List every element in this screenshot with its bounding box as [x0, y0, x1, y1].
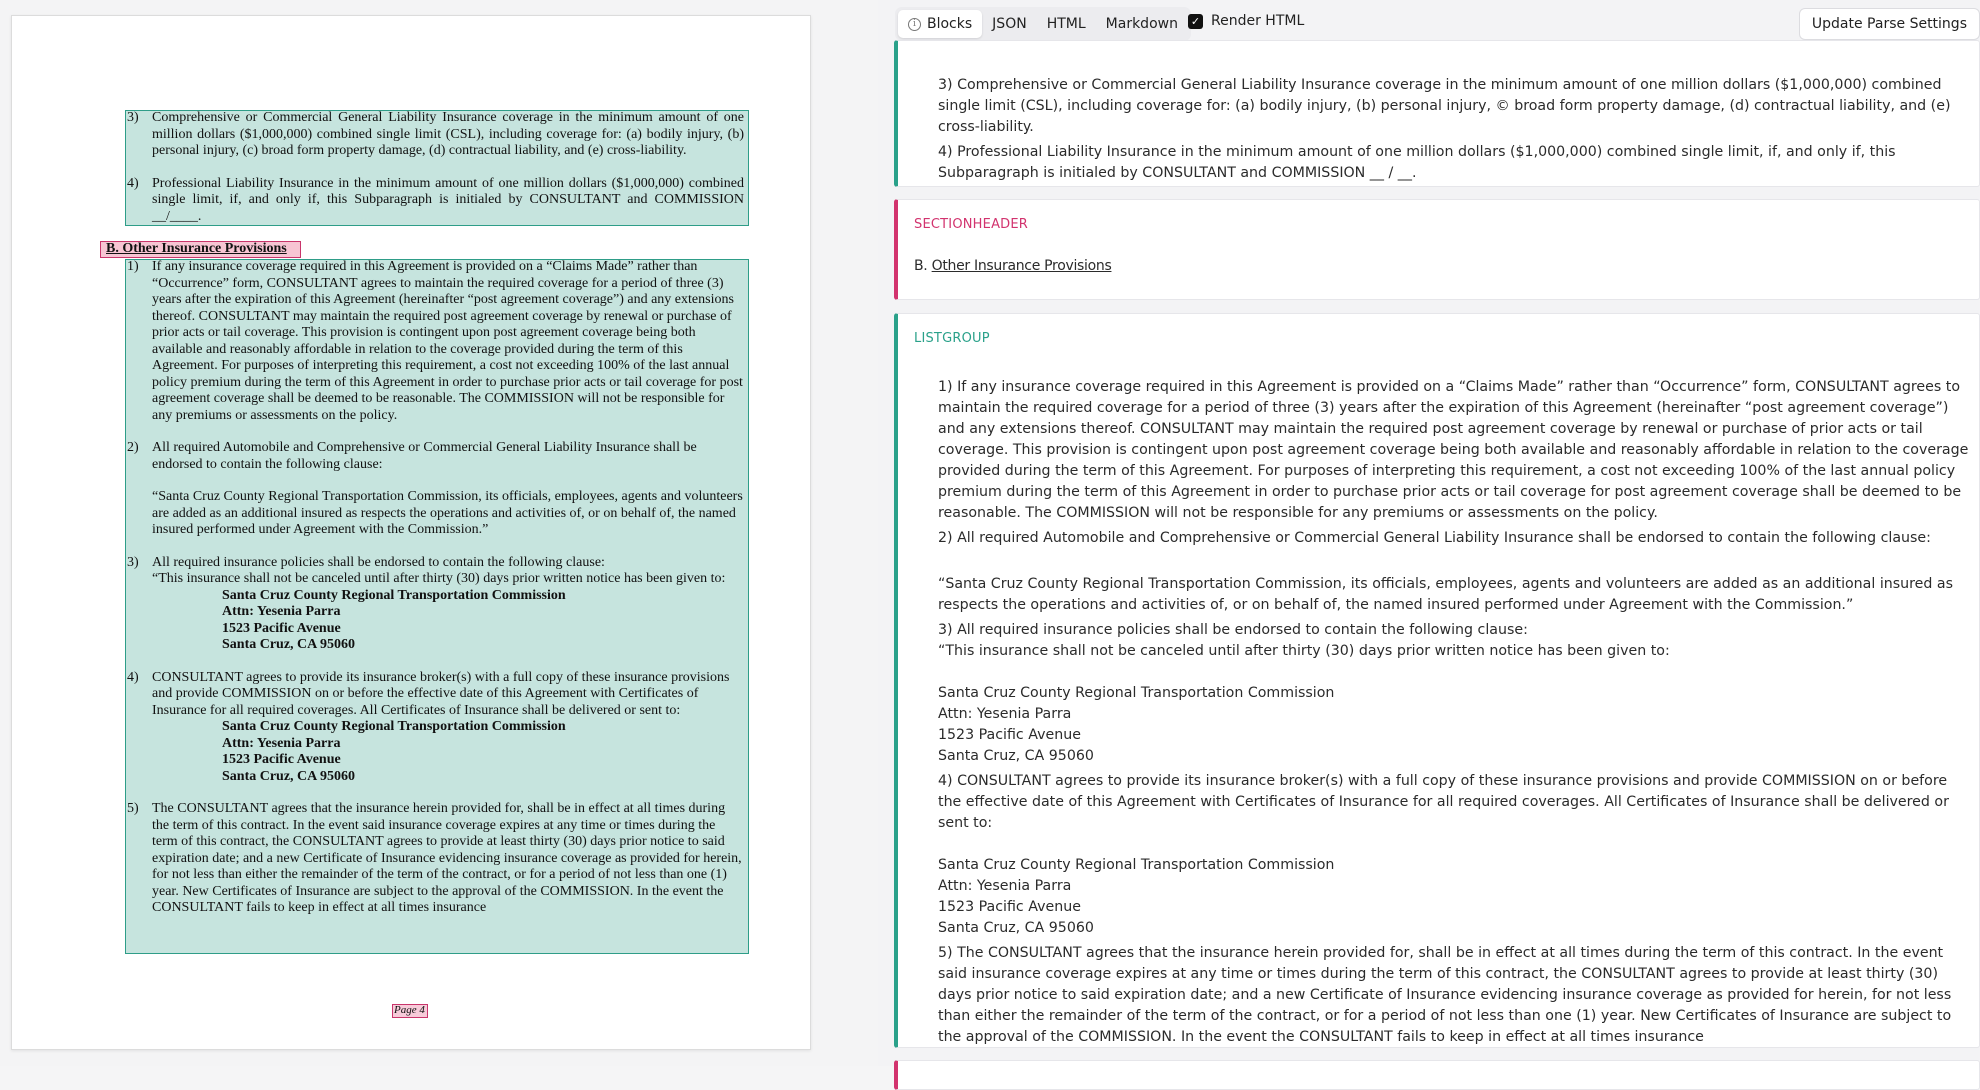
list-number: 4) — [127, 175, 139, 191]
doc-listitem-2: All required Automobile and Comprehensive or Commercial General Liability Insurance shall be endorsed to contain the following clause: — [152, 440, 697, 472]
address-line: Santa Cruz County Regional Transportation Commission — [938, 857, 1335, 873]
checkbox-checked-icon[interactable]: ✓ — [1188, 14, 1203, 29]
tab-markdown[interactable] — [1096, 10, 1188, 38]
address-line: Santa Cruz County Regional Transportation Commission — [222, 587, 566, 603]
doc-section-header: B. Other Insurance Provisions — [106, 241, 287, 256]
doc-address-2 — [152, 719, 744, 785]
page-footer: Page 4 — [394, 1004, 425, 1016]
address-line: 1523 Pacific Avenue — [938, 727, 1081, 743]
render-html-label: Render HTML — [1211, 13, 1305, 29]
block-type-label: SECTIONHEADER — [914, 217, 1029, 232]
render-html-toggle[interactable] — [1188, 13, 1304, 29]
address-line: 1523 Pacific Avenue — [222, 752, 341, 767]
list-number: 3) — [127, 554, 139, 570]
tab-label: HTML — [1046, 16, 1086, 32]
doc-listitem-4: CONSULTANT agrees to provide its insurance broker(s) with a full copy of these insurance provisions and provide COMMISSION on or before the effective date of this Agreement with Certificates of Insurance for all required coverages. All Certificates of Insurance shall be delivered or sent to: — [152, 669, 730, 718]
section-prefix: B. — [914, 258, 928, 274]
info-icon: i — [908, 18, 921, 31]
block-paragraph: “This insurance shall not be canceled until after thirty (30) days prior written notice has been given to: — [938, 643, 1670, 659]
document-preview-pane — [0, 0, 878, 1066]
tab-blocks[interactable] — [898, 10, 982, 38]
address-line: Santa Cruz, CA 95060 — [222, 637, 356, 652]
view-mode-tabs — [895, 7, 1191, 41]
address-line: Santa Cruz, CA 95060 — [938, 748, 1094, 764]
block-card-text[interactable] — [894, 40, 1980, 187]
block-card-sectionheader[interactable] — [894, 199, 1980, 300]
block-paragraph: “Santa Cruz County Regional Transportation Commission, its officials, employees, agents and volunteers are added as an additional insured as respects the operations and activities of, or on behalf of, the named insured performed under Agreement with the Commission.” — [938, 576, 1953, 613]
address-line: Attn: Yesenia Parra — [938, 878, 1072, 894]
doc-listitem-3: All required insurance policies shall be endorsed to contain the following clause: — [152, 554, 605, 570]
block-card-listgroup[interactable] — [894, 313, 1980, 1048]
doc-listitem-5: The CONSULTANT agrees that the insurance herein provided for, shall be in effect at all times during the term of this contract. In the event said insurance coverage expires at any time or times during the term of this contract, the CONSULTANT agrees to provide at least thirty (30) days prior notice to said expiration date; and a new Certificate of Insurance evidencing insurance coverage as provided for herein, for not less than either the remainder of the term of the contract, or for a period of not less than one (1) year. New Certificates of Insurance are subject to the approval of the COMMISSION. In the event the CONSULTANT fails to keep in effect at all times insurance — [152, 801, 742, 915]
list-number: 3) — [127, 110, 139, 125]
block-paragraph: 4) Professional Liability Insurance in the minimum amount of one million dollars ($1,000,000) combined single limit, if, and only if, this Subparagraph is initialed by CONSULTANT and COMMISSION __ / __. — [938, 144, 1896, 181]
address-line: Santa Cruz County Regional Transportation Commission — [222, 719, 566, 734]
update-parse-settings-button[interactable]: Update Parse Settings — [1799, 8, 1980, 40]
block-paragraph: 3) All required insurance policies shall be endorsed to contain the following clause: — [938, 622, 1528, 638]
list-number: 1) — [127, 259, 139, 274]
block-paragraph: 1) If any insurance coverage required in this Agreement is provided on a “Claims Made” rather than “Occurrence” form, CONSULTANT agrees to maintain the required coverage for a period of three (3) years after the expiration of this Agreement (hereinafter “post agreement coverage”) and any extensions thereof. CONSULTANT may maintain the required post agreement coverage by renewal or purchase of prior acts or tail coverage. This provision is contingent upon post agreement coverage being both available and reasonably affordable in relation to the coverage provided during the term of this Agreement. For purposes of interpreting this requirement, a cost not exceeding 100% of the last annual policy premium during the term of this Agreement in order to purchase prior acts or tail coverage for post agreement coverage shall be deemed to be reasonable. The COMMISSION will not be responsible for any premiums or assessments on the policy. — [938, 379, 1969, 521]
parse-output-pane — [878, 0, 1980, 1066]
block-paragraph: 5) The CONSULTANT agrees that the insurance herein provided for, shall be in effect at all times during the term of this contract. In the event said insurance coverage expires at any time or times during the term of this contract, the CONSULTANT agrees to provide at least thirty (30) days prior notice to said expiration date; and a new Certificate of Insurance evidencing insurance coverage as provided for herein, for not less than either the remainder of the term of the contract, or for a period of not less than one (1) year. New Certificates of Insurance are subject to the approval of the COMMISSION. In the event the CONSULTANT fails to keep in effect at all times insurance — [938, 945, 1952, 1045]
doc-item-3: Comprehensive or Commercial General Liability Insurance coverage in the minimum amount of one million dollars ($1,000,000) combined single limit (CSL), including coverage for: (a) bodily injury, (b) personal injury, (c) broad form property damage, (d) contractual liability, and (e) cross-liability. — [152, 110, 744, 158]
list-number: 2) — [127, 440, 139, 455]
block-paragraph: 2) All required Automobile and Comprehensive or Commercial General Liability Insurance shall be endorsed to contain the following clause: — [938, 530, 1931, 546]
tab-label: JSON — [992, 16, 1027, 32]
tab-json[interactable] — [982, 10, 1037, 38]
doc-block-1 — [127, 110, 744, 225]
address-line: Attn: Yesenia Parra — [938, 706, 1072, 722]
block-type-label: LISTGROUP — [914, 331, 990, 346]
document-page — [11, 15, 811, 1050]
tab-label: Markdown — [1105, 16, 1178, 32]
address-line: Attn: Yesenia Parra — [222, 604, 341, 619]
list-number: 4) — [127, 669, 139, 685]
section-title: Other Insurance Provisions — [931, 258, 1112, 274]
address-line: Attn: Yesenia Parra — [222, 735, 341, 751]
tab-label: Blocks — [927, 16, 973, 32]
doc-block-2 — [127, 259, 744, 916]
address-line: 1523 Pacific Avenue — [938, 899, 1081, 915]
address-line: 1523 Pacific Avenue — [222, 620, 341, 636]
block-card-body — [938, 75, 1968, 184]
address-line: Santa Cruz County Regional Transportation Commission — [938, 685, 1335, 701]
tab-html[interactable] — [1037, 10, 1096, 38]
address-line: Santa Cruz, CA 95060 — [938, 920, 1094, 936]
doc-address-1 — [152, 588, 744, 654]
address-line: Santa Cruz, CA 95060 — [222, 768, 356, 784]
doc-listitem-3-quote: “This insurance shall not be canceled until after thirty (30) days prior written notice has been given to: — [152, 571, 726, 586]
list-number: 5) — [127, 801, 139, 816]
section-header-text — [914, 256, 1111, 277]
doc-item-4: Professional Liability Insurance in the minimum amount of one million dollars ($1,000,000) combined single limit, if, and only if, this Subparagraph is initialed by CONSULTANT and COMMISSION __/____. — [152, 175, 744, 224]
block-card-next[interactable] — [894, 1060, 1980, 1090]
block-card-body — [938, 377, 1973, 1048]
doc-listitem-1: If any insurance coverage required in this Agreement is provided on a “Claims Made” rather than “Occurrence” form, CONSULTANT agrees to maintain the required coverage for a period of three (3) years after the expiration of this Agreement (hereinafter “post agreement coverage”) and any extensions thereof. CONSULTANT may maintain the required post agreement coverage by renewal or purchase of prior acts or tail coverage. This provision is contingent upon post agreement coverage being both available and reasonably affordable in relation to the coverage provided during the term of this Agreement. For purposes of interpreting this requirement, a cost not exceeding 100% of the last annual policy premium during the term of this Agreement in order to purchase prior acts or tail coverage for post agreement coverage shall be deemed to be reasonable. The COMMISSION will not be responsible for any premiums or assessments on the policy. — [152, 259, 743, 423]
doc-listitem-2-quote: “Santa Cruz County Regional Transportation Commission, its officials, employees, agents and volunteers are added as an additional insured as respects the operations and activities of, or on behalf of, the named insured performed under Agreement with the Commission.” — [152, 489, 743, 537]
block-paragraph: 3) Comprehensive or Commercial General Liability Insurance coverage in the minimum amount of one million dollars ($1,000,000) combined single limit (CSL), including coverage for: (a) bodily injury, (b) personal injury, © broad form property damage, (d) contractual liability, and (e) cross-liability. — [938, 77, 1951, 135]
block-paragraph: 4) CONSULTANT agrees to provide its insurance broker(s) with a full copy of these insurance provisions and provide COMMISSION on or before the effective date of this Agreement with Certificates of Insurance for all required coverages. All Certificates of Insurance shall be delivered or sent to: — [938, 773, 1949, 831]
